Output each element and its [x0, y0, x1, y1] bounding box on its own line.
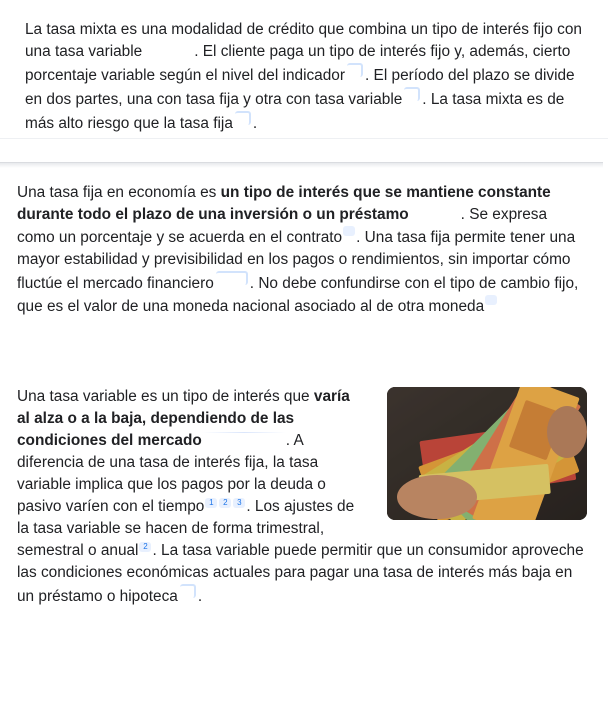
text-segment: .	[252, 115, 258, 132]
citation-placeholder[interactable]	[202, 432, 286, 433]
text-segment: . El cliente paga un tipo de interés fijo y, además, cierto porcentaje variable según el nivel del indicador	[25, 43, 571, 84]
bold-definition: varía al alza o a la baja, dependiendo de las condiciones del mercado	[17, 388, 350, 449]
citation-number-badge[interactable]: 2	[139, 542, 151, 552]
citation-link-icon[interactable]	[347, 63, 363, 77]
banknotes-icon	[387, 387, 587, 520]
text-segment: . A diferencia de una tasa de interés fija, la tasa variable implica que los pagos por la deuda o pasivo varíen con el tiempo	[17, 432, 326, 515]
citation-link-icon[interactable]	[180, 584, 196, 598]
citation-number-badge[interactable]: 2	[219, 498, 231, 508]
variable-rate-section	[17, 386, 587, 608]
citation-placeholder[interactable]	[409, 204, 461, 226]
text-segment: Una tasa fija en economía es	[17, 184, 221, 201]
citation-number-badge[interactable]	[485, 295, 497, 305]
text-segment: . Una tasa fija permite tener una mayor estabilidad y previsibilidad en los pagos o rendimientos, sin importar cómo fluctúe el mercado financiero	[17, 229, 576, 292]
bold-definition: un tipo de interés que se mantiene constante durante todo el plazo de una inversión o un préstamo	[17, 184, 551, 223]
citation-placeholder[interactable]	[142, 41, 194, 63]
citation-link-icon[interactable]	[235, 111, 251, 125]
text-segment: . Los ajustes de la tasa variable se hacen de forma trimestral, semestral o anual	[17, 498, 355, 559]
citation-number-badge[interactable]: 3	[233, 498, 245, 508]
citation-number-badge[interactable]: 1	[205, 498, 217, 508]
text-segment: Una tasa variable es un tipo de interés que	[17, 388, 314, 405]
text-segment: La tasa mixta es una modalidad de crédito que combina un tipo de interés fijo con una tasa variable	[25, 21, 582, 60]
citation-number-badge[interactable]	[343, 226, 355, 236]
text-segment: . Se expresa como un porcentaje y se acuerda en el contrato	[17, 206, 548, 246]
section-divider	[0, 162, 603, 168]
text-segment: .	[197, 588, 203, 605]
banknotes-image[interactable]	[387, 387, 587, 520]
citation-link-icon[interactable]	[404, 87, 420, 101]
summary-card	[0, 0, 608, 139]
fixed-rate-paragraph	[17, 182, 587, 318]
text-segment: . No debe confundirse con el tipo de cambio fijo, que es el valor de una moneda nacional asociado al de otra moneda	[17, 275, 579, 315]
citation-link-icon[interactable]	[216, 271, 248, 285]
mixed-rate-paragraph	[25, 19, 591, 135]
text-segment: . El período del plazo se divide en dos partes, una con tasa fija y otra con tasa variable	[25, 67, 575, 108]
text-segment: . La tasa mixta es de más alto riesgo que la tasa fija	[25, 91, 565, 132]
text-segment: . La tasa variable puede permitir que un consumidor aproveche las condiciones económicas actuales para pagar una tasa de interés más baja en un préstamo o hipoteca	[17, 542, 584, 605]
